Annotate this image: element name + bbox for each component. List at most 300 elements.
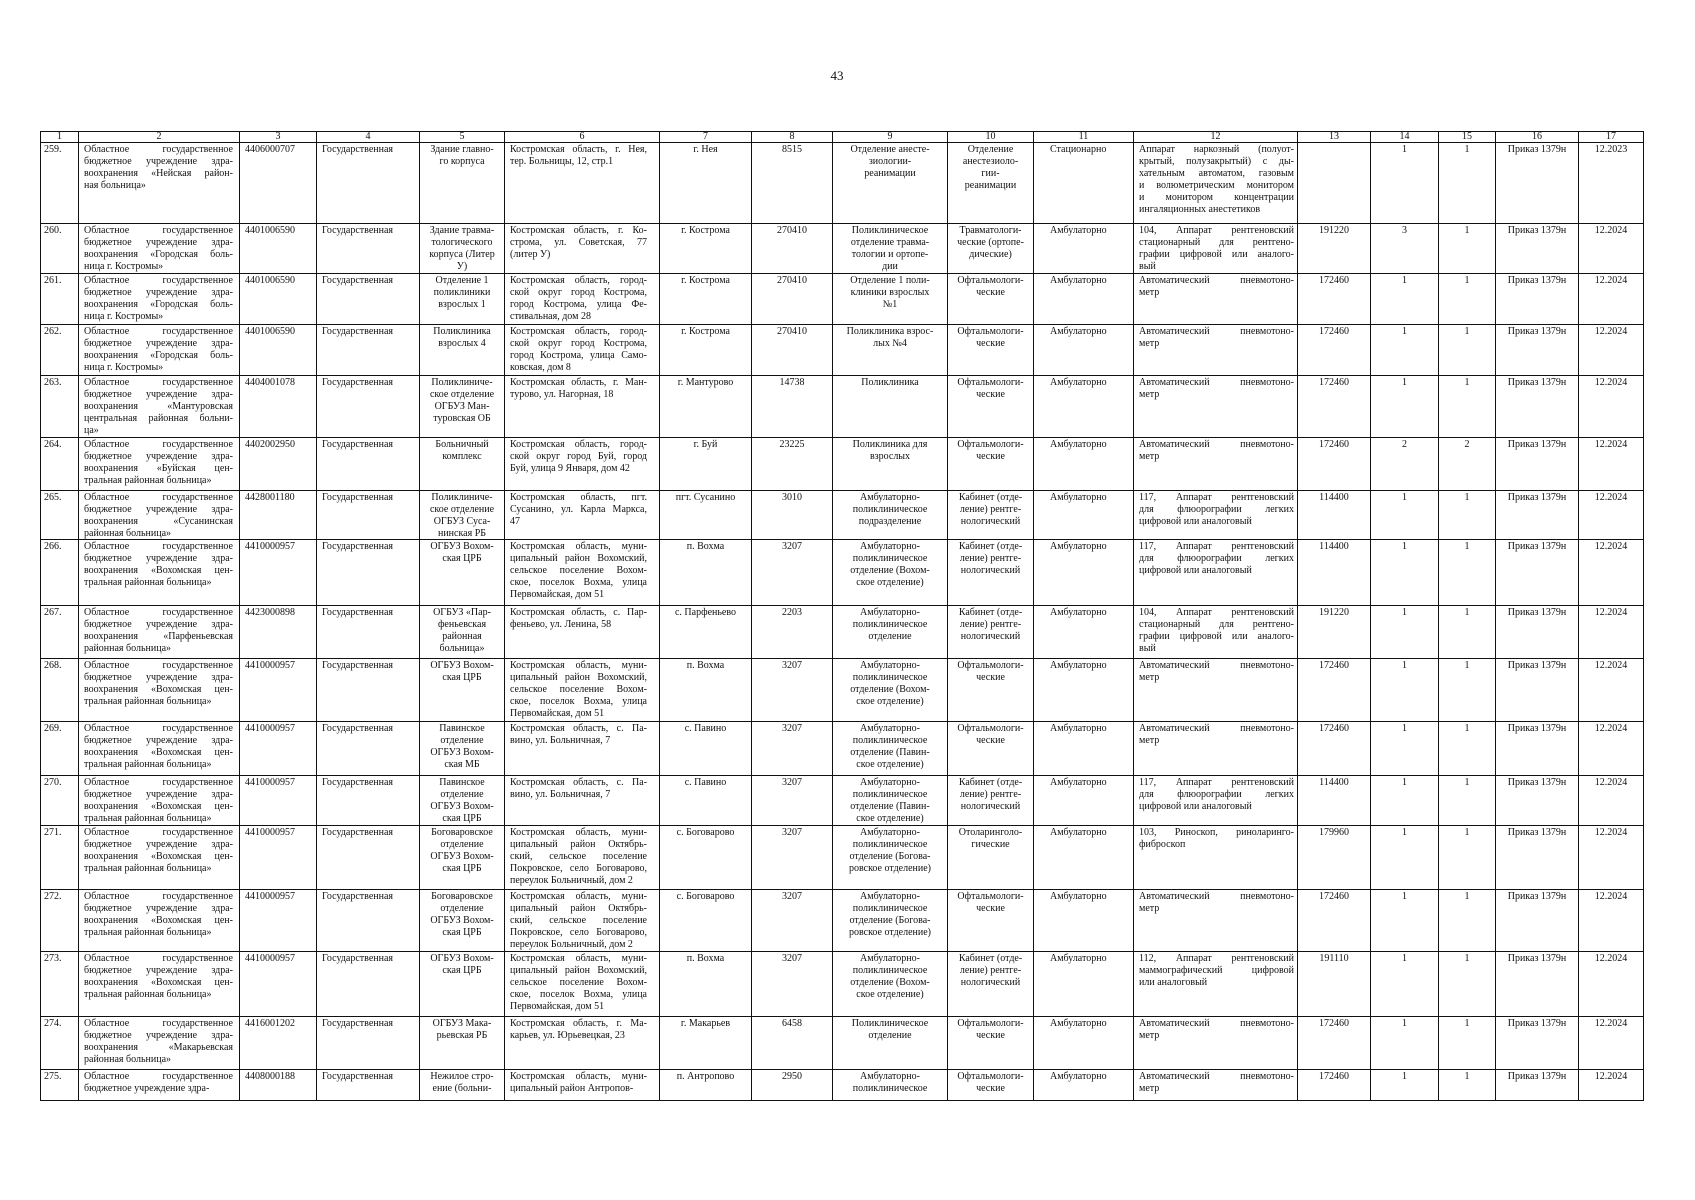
cell-line: 1 bbox=[1464, 827, 1470, 838]
cell-line: 12.2024 bbox=[1594, 723, 1628, 734]
table-cell bbox=[1496, 325, 1579, 376]
cell-line: Автоматический пневмотоно- bbox=[1139, 723, 1294, 734]
table-cell bbox=[1496, 826, 1579, 890]
table-cell bbox=[833, 659, 948, 722]
column-number-header: 11 bbox=[1034, 132, 1134, 143]
cell-line: Костромская область, с. Па- bbox=[510, 777, 647, 788]
column-number-header: 10 bbox=[948, 132, 1034, 143]
cell-line: 1 bbox=[1402, 660, 1407, 671]
cell-line: Автоматический пневмотоно- bbox=[1139, 1018, 1294, 1029]
cell-line: п. Вохма bbox=[686, 953, 725, 964]
table-cell bbox=[79, 1017, 240, 1070]
cell-line: ципальный район Антропов- bbox=[510, 1083, 634, 1094]
table-cell bbox=[505, 491, 660, 540]
table-cell bbox=[240, 438, 317, 491]
cell-line: ление) рентге- bbox=[959, 504, 1022, 515]
cell-line: город Кострома, улица Само- bbox=[510, 350, 647, 361]
cell-line: для флюорографии легких bbox=[1139, 789, 1294, 800]
table-cell bbox=[1298, 776, 1371, 826]
table-cell bbox=[420, 826, 505, 890]
cell-line: Приказ 1379н bbox=[1507, 891, 1567, 902]
table-cell bbox=[948, 325, 1034, 376]
table-cell bbox=[1579, 722, 1644, 776]
cell-line: воохранения «Городская боль- bbox=[84, 299, 233, 310]
cell-line: ской округ город Буй, город bbox=[510, 451, 647, 462]
cell-line: 272. bbox=[44, 891, 62, 902]
cell-line: отделение bbox=[440, 735, 484, 746]
table-cell bbox=[1034, 826, 1134, 890]
cell-line: Поликлиника для bbox=[852, 439, 928, 450]
table-cell bbox=[1579, 376, 1644, 438]
cell-line: отделение (Вохом- bbox=[850, 684, 930, 695]
column-number-header: 9 bbox=[833, 132, 948, 143]
cell-line: Амбулаторно bbox=[1050, 275, 1107, 286]
cell-line: г. Кострома bbox=[681, 225, 730, 236]
cell-line: 117, Аппарат рентгеновский bbox=[1139, 777, 1294, 788]
cell-line: отделение bbox=[440, 789, 484, 800]
cell-line: Костромская область, с. Па- bbox=[510, 723, 647, 734]
cell-line: бюджетное учреждение здра- bbox=[84, 287, 233, 298]
cell-line: Поликлиниче- bbox=[431, 492, 493, 503]
cell-line: Областное государственное bbox=[84, 660, 233, 671]
table-cell bbox=[1371, 1017, 1439, 1070]
table-cell bbox=[1298, 659, 1371, 722]
cell-line: Государственная bbox=[322, 891, 394, 902]
table-cell bbox=[1579, 438, 1644, 491]
cell-line: реанимации bbox=[864, 168, 916, 179]
cell-line: Костромская область, муни- bbox=[510, 953, 647, 964]
cell-line: поликлиническое bbox=[852, 672, 928, 683]
cell-line: Государственная bbox=[322, 439, 394, 450]
cell-line: 273. bbox=[44, 953, 62, 964]
table-cell bbox=[420, 491, 505, 540]
header-row bbox=[41, 132, 1644, 143]
cell-line: 12.2024 bbox=[1594, 953, 1628, 964]
cell-line: Государственная bbox=[322, 777, 394, 788]
cell-line: Костромская область, с. Пар- bbox=[510, 607, 647, 618]
cell-line: графии цифровой или аналого- bbox=[1139, 249, 1294, 260]
cell-line: г. Кострома bbox=[681, 326, 730, 337]
table-cell bbox=[1439, 438, 1496, 491]
table-cell bbox=[1496, 376, 1579, 438]
table-row bbox=[41, 890, 1644, 952]
cell-line: вино, ул. Больничная, 7 bbox=[510, 789, 611, 800]
table-cell bbox=[1579, 143, 1644, 224]
cell-line: центральная районная больни- bbox=[84, 413, 233, 424]
cell-line: ское отделение bbox=[429, 389, 495, 400]
table-cell bbox=[1298, 890, 1371, 952]
table-cell bbox=[240, 325, 317, 376]
table-cell bbox=[1034, 143, 1134, 224]
cell-line: ческие bbox=[976, 451, 1005, 462]
table-cell bbox=[752, 325, 833, 376]
cell-line: хательным автоматом, газовым bbox=[1139, 168, 1294, 179]
table-cell bbox=[1134, 1070, 1298, 1101]
column-number-header: 14 bbox=[1371, 132, 1439, 143]
cell-line: тральная районная больница» bbox=[84, 927, 212, 938]
column-number-header: 4 bbox=[317, 132, 420, 143]
column-number-header: 2 bbox=[79, 132, 240, 143]
table-cell bbox=[1496, 224, 1579, 274]
cell-line: сельское поселение Вохом- bbox=[510, 565, 647, 576]
table-cell bbox=[240, 776, 317, 826]
cell-line: Приказ 1379н bbox=[1507, 660, 1567, 671]
table-cell bbox=[1579, 606, 1644, 659]
table-cell bbox=[1371, 143, 1439, 224]
table-cell bbox=[505, 952, 660, 1017]
cell-line: 4404001078 bbox=[245, 377, 295, 388]
table-cell bbox=[948, 274, 1034, 325]
cell-line: Амбулаторно- bbox=[860, 723, 920, 734]
cell-line: или аналоговый bbox=[1139, 977, 1208, 988]
cell-line: г. Макарьев bbox=[680, 1018, 731, 1029]
table-cell bbox=[660, 325, 752, 376]
cell-line: Здание главно- bbox=[430, 144, 494, 155]
table-body bbox=[41, 143, 1644, 1101]
column-number-header: 7 bbox=[660, 132, 752, 143]
cell-line: ской округ город Кострома, bbox=[510, 338, 647, 349]
cell-line: ОГБУЗ Вохом- bbox=[430, 541, 494, 552]
cell-line: Амбулаторно bbox=[1050, 827, 1107, 838]
table-cell bbox=[1579, 491, 1644, 540]
table-cell bbox=[317, 540, 420, 606]
cell-line: 4410000957 bbox=[245, 891, 295, 902]
cell-line: ское, поселок Вохма, улица bbox=[510, 696, 647, 707]
cell-line: 4410000957 bbox=[245, 723, 295, 734]
cell-line: бюджетное учреждение здра- bbox=[84, 965, 233, 976]
table-cell bbox=[240, 826, 317, 890]
cell-line: Областное государственное bbox=[84, 492, 233, 503]
cell-line: Офтальмологи- bbox=[957, 275, 1024, 286]
cell-line: ление) рентге- bbox=[959, 789, 1022, 800]
column-number-header: 15 bbox=[1439, 132, 1496, 143]
cell-line: отделение bbox=[440, 903, 484, 914]
table-cell bbox=[1298, 491, 1371, 540]
table-cell bbox=[420, 1070, 505, 1101]
table-cell bbox=[1034, 1070, 1134, 1101]
cell-line: ское, поселок Вохма, улица bbox=[510, 989, 647, 1000]
cell-line: корпуса (Литер bbox=[429, 249, 495, 260]
cell-line: Отделение bbox=[967, 144, 1014, 155]
cell-line: воохранения «Сусанинская bbox=[84, 516, 233, 527]
table-cell bbox=[1371, 826, 1439, 890]
table-cell bbox=[317, 776, 420, 826]
cell-line: 47 bbox=[510, 516, 520, 527]
cell-line: Сусанино, ул. Карла Маркса, bbox=[510, 504, 647, 515]
cell-line: 4402002950 bbox=[245, 439, 295, 450]
table-cell bbox=[317, 826, 420, 890]
cell-line: бюджетное учреждение здра- bbox=[84, 672, 233, 683]
cell-line: 12.2024 bbox=[1594, 827, 1628, 838]
cell-line: 191220 bbox=[1319, 607, 1349, 618]
cell-line: вино, ул. Больничная, 7 bbox=[510, 735, 611, 746]
table-cell bbox=[1579, 659, 1644, 722]
table-cell bbox=[1496, 540, 1579, 606]
cell-line: с. Боговарово bbox=[676, 891, 735, 902]
cell-line: Государственная bbox=[322, 827, 394, 838]
table-cell bbox=[1439, 274, 1496, 325]
table-cell bbox=[505, 1070, 660, 1101]
table-cell bbox=[505, 325, 660, 376]
cell-line: 12.2024 bbox=[1594, 492, 1628, 503]
table-cell bbox=[660, 438, 752, 491]
cell-line: 104, Аппарат рентгеновский bbox=[1139, 607, 1294, 618]
table-cell bbox=[41, 1017, 79, 1070]
cell-line: 1 bbox=[1464, 492, 1470, 503]
cell-line: поликлиническое bbox=[852, 553, 928, 564]
cell-line: Костромская область, муни- bbox=[510, 891, 647, 902]
cell-line: 12.2024 bbox=[1594, 607, 1628, 618]
cell-line: Костромская область, г. Ма- bbox=[510, 1018, 647, 1029]
cell-line: Костромская область, пгт. bbox=[510, 492, 647, 503]
cell-line: 1 bbox=[1402, 777, 1407, 788]
table-cell bbox=[317, 224, 420, 274]
cell-line: 1 bbox=[1464, 1071, 1470, 1082]
cell-line: ковская, дом 8 bbox=[510, 362, 571, 373]
cell-line: турово, ул. Нагорная, 18 bbox=[510, 389, 614, 400]
cell-line: 2 bbox=[1402, 439, 1407, 450]
cell-line: Офтальмологи- bbox=[957, 723, 1024, 734]
cell-line: бюджетное учреждение здра- bbox=[84, 389, 233, 400]
table-cell bbox=[1371, 890, 1439, 952]
table-cell bbox=[317, 325, 420, 376]
table-cell bbox=[1371, 325, 1439, 376]
table-cell bbox=[948, 659, 1034, 722]
table-row bbox=[41, 274, 1644, 325]
table-cell bbox=[1134, 606, 1298, 659]
cell-line: поликлиническое bbox=[852, 504, 928, 515]
cell-line: 12.2024 bbox=[1594, 377, 1628, 388]
table-cell bbox=[660, 274, 752, 325]
cell-line: г. Мантурово bbox=[677, 377, 734, 388]
cell-line: ская ЦРБ bbox=[442, 965, 482, 976]
table-cell bbox=[240, 376, 317, 438]
table-cell bbox=[317, 1070, 420, 1101]
cell-line: феньево, ул. Ленина, 58 bbox=[510, 619, 612, 630]
table-cell bbox=[948, 491, 1034, 540]
cell-line: Приказ 1379н bbox=[1507, 326, 1567, 337]
table-cell bbox=[317, 274, 420, 325]
cell-line: ское отделение) bbox=[856, 577, 924, 588]
cell-line: лых №4 bbox=[873, 338, 907, 349]
cell-line: маммографический цифровой bbox=[1139, 965, 1294, 976]
cell-line: п. Антропово bbox=[676, 1071, 735, 1082]
cell-line: 1 bbox=[1402, 891, 1407, 902]
cell-line: Офтальмологи- bbox=[957, 1071, 1024, 1082]
cell-line: ОГБУЗ Мака- bbox=[432, 1018, 492, 1029]
cell-line: 1 bbox=[1464, 607, 1470, 618]
cell-line: Первомайская, дом 51 bbox=[510, 589, 605, 600]
table-cell bbox=[1371, 659, 1439, 722]
table-cell bbox=[505, 659, 660, 722]
cell-line: ная больница» bbox=[84, 180, 146, 191]
table-cell bbox=[240, 1070, 317, 1101]
cell-line: Приказ 1379н bbox=[1507, 492, 1567, 503]
table-cell bbox=[41, 952, 79, 1017]
cell-line: Костромская область, г. Нея, bbox=[510, 144, 647, 155]
table-cell bbox=[1298, 1017, 1371, 1070]
table-cell bbox=[1439, 659, 1496, 722]
table-cell bbox=[79, 776, 240, 826]
table-cell bbox=[1371, 438, 1439, 491]
cell-line: Приказ 1379н bbox=[1507, 607, 1567, 618]
table-cell bbox=[833, 1070, 948, 1101]
table-cell bbox=[505, 1017, 660, 1070]
table-cell bbox=[1034, 776, 1134, 826]
cell-line: Амбулаторно bbox=[1050, 891, 1107, 902]
cell-line: ОГБУЗ Вохом- bbox=[430, 801, 494, 812]
table-cell bbox=[833, 890, 948, 952]
cell-line: 1 bbox=[1402, 326, 1407, 337]
cell-line: 4416001202 bbox=[245, 1018, 295, 1029]
cell-line: районная больница» bbox=[84, 1054, 172, 1065]
cell-line: Кабинет (отде- bbox=[958, 607, 1023, 618]
cell-line: Поликлиника взрос- bbox=[846, 326, 934, 337]
table-cell bbox=[1439, 890, 1496, 952]
table-cell bbox=[752, 1070, 833, 1101]
cell-line: Областное государственное bbox=[84, 1018, 233, 1029]
table-cell bbox=[1579, 890, 1644, 952]
table-cell bbox=[1439, 376, 1496, 438]
table-cell bbox=[41, 540, 79, 606]
cell-line: дические) bbox=[969, 249, 1012, 260]
column-number-header: 1 bbox=[41, 132, 79, 143]
cell-line: бюджетное учреждение здра- bbox=[84, 504, 233, 515]
cell-line: 6458 bbox=[782, 1018, 802, 1029]
table-cell bbox=[1579, 826, 1644, 890]
table-cell bbox=[660, 952, 752, 1017]
cell-line: г. Буй bbox=[693, 439, 718, 450]
cell-line: отделение (Вохом- bbox=[850, 977, 930, 988]
table-cell bbox=[79, 491, 240, 540]
cell-line: строма, ул. Советская, 77 bbox=[510, 237, 647, 248]
cell-line: Аппарат наркозный (полуот- bbox=[1139, 144, 1294, 155]
cell-line: 3010 bbox=[782, 492, 802, 503]
cell-line: Боговаровское bbox=[431, 827, 493, 838]
table-cell bbox=[1134, 491, 1298, 540]
cell-line: 12.2024 bbox=[1594, 439, 1628, 450]
cell-line: 260. bbox=[44, 225, 62, 236]
table-cell bbox=[1034, 1017, 1134, 1070]
table-cell bbox=[240, 274, 317, 325]
cell-line: ципальный район Вохомский, bbox=[510, 553, 647, 564]
cell-line: 3207 bbox=[782, 723, 802, 734]
cell-line: с. Павино bbox=[684, 723, 727, 734]
cell-line: ОГБУЗ Суса- bbox=[433, 516, 491, 527]
table-cell bbox=[1496, 659, 1579, 722]
table-cell bbox=[1371, 491, 1439, 540]
table-cell bbox=[79, 606, 240, 659]
cell-line: ление) рентге- bbox=[959, 965, 1022, 976]
cell-line: Приказ 1379н bbox=[1507, 541, 1567, 552]
table-cell bbox=[317, 376, 420, 438]
cell-line: Областное государственное bbox=[84, 541, 233, 552]
cell-line: Отоларинголо- bbox=[958, 827, 1023, 838]
table-cell bbox=[420, 659, 505, 722]
cell-line: ческие bbox=[976, 389, 1005, 400]
cell-line: ческие bbox=[976, 338, 1005, 349]
cell-line: ское отделение) bbox=[856, 989, 924, 1000]
table-cell bbox=[1496, 722, 1579, 776]
table-row bbox=[41, 776, 1644, 826]
cell-line: отделение (Вохом- bbox=[850, 565, 930, 576]
cell-line: Амбулаторно bbox=[1050, 660, 1107, 671]
table-cell bbox=[1439, 224, 1496, 274]
table-cell bbox=[833, 224, 948, 274]
cell-line: Приказ 1379н bbox=[1507, 377, 1567, 388]
table-cell bbox=[317, 722, 420, 776]
cell-line: воохранения «Вохомская цен- bbox=[84, 565, 233, 576]
cell-line: Костромская область, муни- bbox=[510, 660, 647, 671]
table-cell bbox=[833, 1017, 948, 1070]
cell-line: 4406000707 bbox=[245, 144, 295, 155]
cell-line: стационарный для рентгено- bbox=[1139, 237, 1294, 248]
table-cell bbox=[505, 722, 660, 776]
cell-line: рьевская РБ bbox=[436, 1030, 488, 1041]
cell-line: ципальный район Вохомский, bbox=[510, 672, 647, 683]
cell-line: Костромская область, город- bbox=[510, 439, 647, 450]
cell-line: ОГБУЗ «Пар- bbox=[433, 607, 491, 618]
cell-line: 114400 bbox=[1319, 541, 1349, 552]
table-cell bbox=[1496, 143, 1579, 224]
table-cell bbox=[1496, 890, 1579, 952]
table-cell bbox=[1298, 952, 1371, 1017]
cell-line: районная больница» bbox=[84, 528, 172, 539]
cell-line: ской округ город Кострома, bbox=[510, 287, 647, 298]
cell-line: воохранения «Парфеньевская bbox=[84, 631, 233, 642]
cell-line: ческие bbox=[976, 1083, 1005, 1094]
cell-line: Амбулаторно bbox=[1050, 377, 1107, 388]
table-cell bbox=[41, 438, 79, 491]
table-cell bbox=[833, 438, 948, 491]
table-cell bbox=[1298, 325, 1371, 376]
table-cell bbox=[752, 274, 833, 325]
table-row bbox=[41, 1070, 1644, 1101]
cell-line: взрослых bbox=[869, 451, 911, 462]
table-cell bbox=[1579, 274, 1644, 325]
cell-line: Амбулаторно bbox=[1050, 777, 1107, 788]
table-cell bbox=[948, 952, 1034, 1017]
table-cell bbox=[79, 143, 240, 224]
cell-line: отделение (Павин- bbox=[850, 747, 930, 758]
cell-line: Областное государственное bbox=[84, 777, 233, 788]
table-cell bbox=[1034, 606, 1134, 659]
cell-line: анестезиоло- bbox=[962, 156, 1019, 167]
table-row bbox=[41, 826, 1644, 890]
table-cell bbox=[833, 274, 948, 325]
table-cell bbox=[79, 722, 240, 776]
cell-line: поликлиническое bbox=[852, 903, 928, 914]
table-row bbox=[41, 606, 1644, 659]
table-cell bbox=[752, 722, 833, 776]
table-cell bbox=[948, 1070, 1034, 1101]
cell-line: Приказ 1379н bbox=[1507, 723, 1567, 734]
cell-line: Областное государственное bbox=[84, 225, 233, 236]
cell-line: 270410 bbox=[777, 326, 807, 337]
cell-line: Отделение анесте- bbox=[850, 144, 930, 155]
cell-line: 265. bbox=[44, 492, 62, 503]
table-cell bbox=[1298, 438, 1371, 491]
table-cell bbox=[240, 1017, 317, 1070]
cell-line: Областное государственное bbox=[84, 275, 233, 286]
cell-line: 12.2024 bbox=[1594, 1018, 1628, 1029]
table-cell bbox=[1579, 325, 1644, 376]
cell-line: фиброскоп bbox=[1139, 839, 1186, 850]
cell-line: вый bbox=[1139, 643, 1156, 654]
cell-line: поликлиническое bbox=[852, 789, 928, 800]
table-cell bbox=[1034, 224, 1134, 274]
cell-line: нологический bbox=[960, 631, 1021, 642]
